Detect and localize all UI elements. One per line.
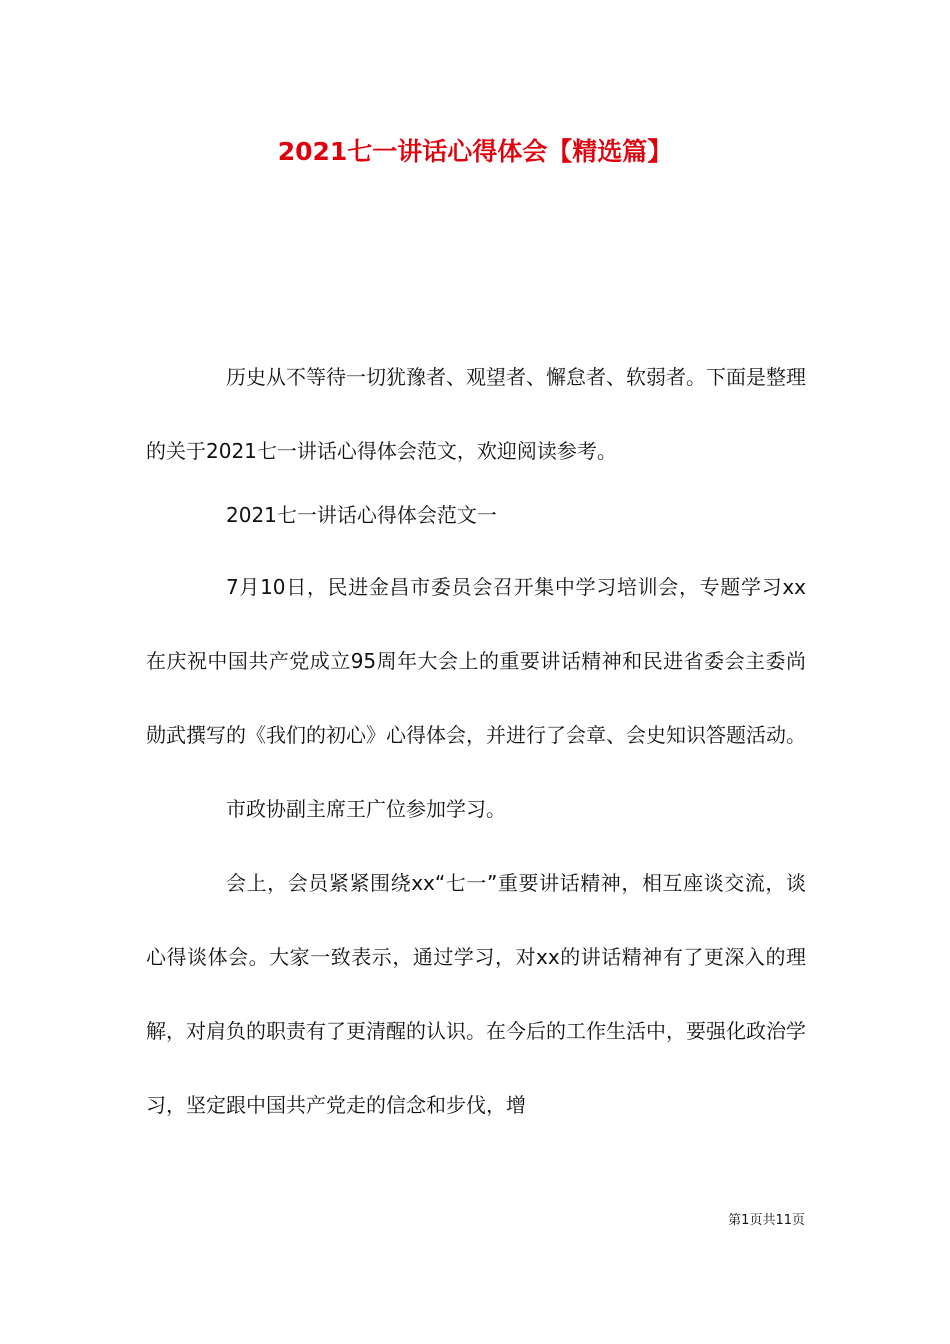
section-heading: 2021七一讲话心得体会范文一 [226,503,497,527]
body-paragraph: 会上，会员紧紧围绕xx“七一”重要讲话精神，相互座谈交流，谈心得谈体会。大家一致表示，通过学习，对xx的讲话精神有了更深入的理解，对肩负的职责有了更清醒的认识。在今后的工作生活中，要强化政治学习，坚定跟中国共产党走的信念和步伐，增 [146,871,806,1117]
body-paragraph: 7月10日，民进金昌市委员会召开集中学习培训会，专题学习xx在庆祝中国共产党成立95周年大会上的重要讲话精神和民进省委会主委尚勋武撰写的《我们的初心》心得体会，并进行了会章、会史知识答题活动。 [146,575,806,747]
body-paragraph: 市政协副主席王广位参加学习。 [226,797,506,821]
document-title: 2021七一讲话心得体会【精选篇】 [277,137,673,166]
intro-paragraph: 历史从不等待一切犹豫者、观望者、懈怠者、软弱者。下面是整理的关于2021七一讲话心得体会范文，欢迎阅读参考。 [146,365,806,463]
page-number: 第1页共11页 [728,1213,805,1228]
document-body [146,340,806,1142]
